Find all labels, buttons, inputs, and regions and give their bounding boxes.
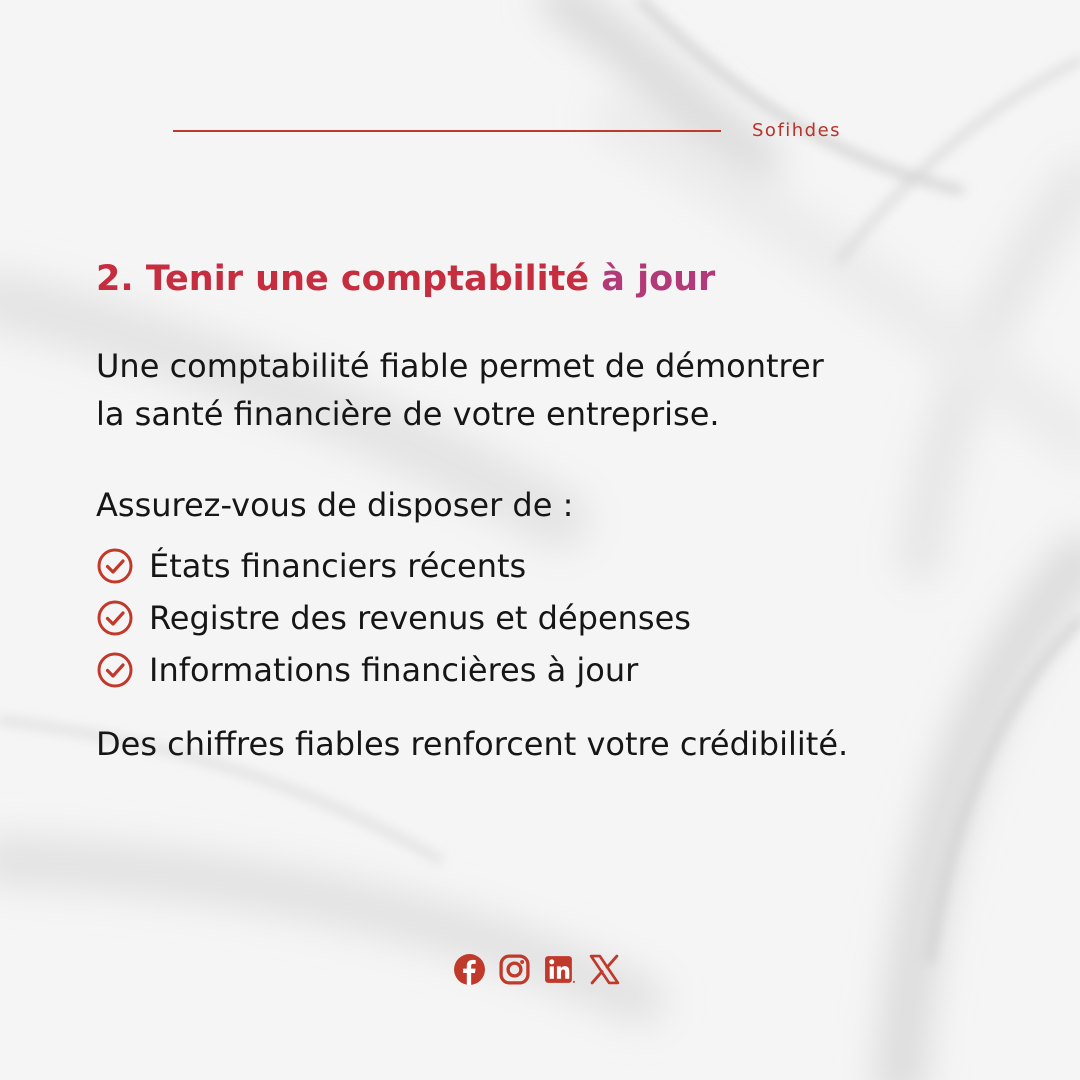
- intro-line-2: la santé financière de votre entreprise.: [96, 395, 720, 433]
- checklist: [96, 540, 691, 696]
- list-item: [96, 644, 691, 696]
- check-circle-icon: [96, 547, 134, 585]
- closing-text: Des chiffres fiables renforcent votre crédibilité.: [96, 725, 849, 763]
- facebook-icon[interactable]: [453, 953, 486, 986]
- title-lead: 2. Tenir une comptabilité: [96, 259, 602, 299]
- check-circle-icon: [96, 599, 134, 637]
- list-item-label: Registre des revenus et dépenses: [149, 599, 691, 637]
- lead-in-text: Assurez-vous de disposer de :: [96, 486, 574, 524]
- social-links: [453, 953, 621, 986]
- header-rule: [173, 130, 721, 132]
- list-item: [96, 592, 691, 644]
- list-item-label: Informations financières à jour: [149, 651, 639, 689]
- linkedin-icon[interactable]: [543, 953, 576, 986]
- list-item: [96, 540, 691, 592]
- intro-line-1: Une comptabilité fiable permet de démontrer: [96, 347, 824, 385]
- list-item-label: États financiers récents: [149, 547, 527, 585]
- title-tail: à jour: [601, 259, 716, 299]
- instagram-icon[interactable]: [498, 953, 531, 986]
- page-title: [96, 255, 715, 303]
- brand-name: Sofihdes: [752, 120, 842, 141]
- check-circle-icon: [96, 651, 134, 689]
- x-icon[interactable]: [588, 953, 621, 986]
